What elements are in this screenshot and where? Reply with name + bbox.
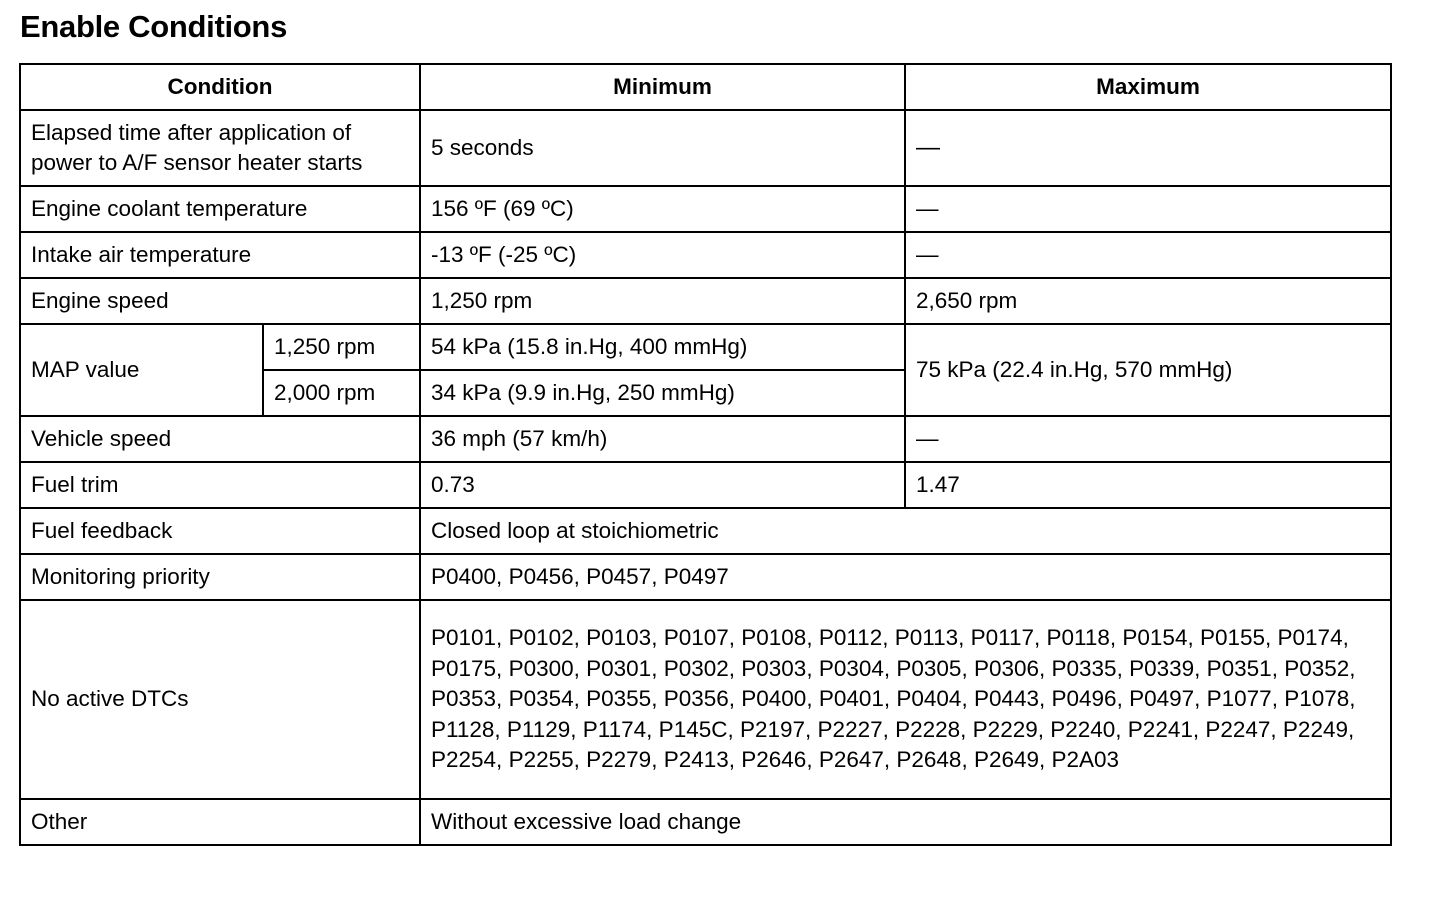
header-maximum: Maximum: [905, 64, 1391, 110]
cell-value: Closed loop at stoichiometric: [420, 508, 1391, 554]
cell-maximum: —: [905, 110, 1391, 186]
table-row-fuel-feedback: [20, 508, 1391, 554]
cell-value: Without excessive load change: [420, 799, 1391, 845]
cell-maximum: —: [905, 186, 1391, 232]
cell-maximum: 1.47: [905, 462, 1391, 508]
cell-minimum: 34 kPa (9.9 in.Hg, 250 mmHg): [420, 370, 905, 416]
table-row-fuel-trim: [20, 462, 1391, 508]
table-row-map-value-1: [20, 324, 1391, 370]
table-row-engine-speed: [20, 278, 1391, 324]
cell-sub-condition: 2,000 rpm: [263, 370, 420, 416]
cell-dtc-list: P0101, P0102, P0103, P0107, P0108, P0112, P0113, P0117, P0118, P0154, P0155, P0174, P0175, P0300, P0301, P0302, P0303, P0304, P0305, P0306, P0335, P0339, P0351, P0352, P0353, P0354, P0355, P0356, P0400, P0401, P0404, P0443, P0496, P0497, P1077, P1078, P1128, P1129, P1174, P145C, P2197, P2227, P2228, P2229, P2240, P2241, P2247, P2249, P2254, P2255, P2279, P2413, P2646, P2647, P2648, P2649, P2A03: [420, 600, 1391, 799]
enable-conditions-table: [19, 63, 1392, 846]
cell-maximum: 2,650 rpm: [905, 278, 1391, 324]
cell-condition: Elapsed time after application of power to A/F sensor heater starts: [20, 110, 420, 186]
cell-minimum: 156 ºF (69 ºC): [420, 186, 905, 232]
header-condition: Condition: [20, 64, 420, 110]
cell-condition: Intake air temperature: [20, 232, 420, 278]
page-title: Enable Conditions: [20, 9, 288, 44]
cell-condition: Monitoring priority: [20, 554, 420, 600]
cell-condition: Engine coolant temperature: [20, 186, 420, 232]
cell-maximum: 75 kPa (22.4 in.Hg, 570 mmHg): [905, 324, 1391, 416]
cell-minimum: -13 ºF (-25 ºC): [420, 232, 905, 278]
header-row: [20, 64, 1391, 110]
header-minimum: Minimum: [420, 64, 905, 110]
table-row-intake-air-temp: [20, 232, 1391, 278]
cell-condition: Vehicle speed: [20, 416, 420, 462]
cell-condition: Engine speed: [20, 278, 420, 324]
cell-maximum: —: [905, 232, 1391, 278]
table-row-no-active-dtcs: [20, 600, 1391, 799]
cell-minimum: 1,250 rpm: [420, 278, 905, 324]
table-row-monitoring-priority: [20, 554, 1391, 600]
table-row-vehicle-speed: [20, 416, 1391, 462]
cell-condition: No active DTCs: [20, 600, 420, 799]
cell-condition: MAP value: [20, 324, 263, 416]
cell-minimum: 54 kPa (15.8 in.Hg, 400 mmHg): [420, 324, 905, 370]
table-row-elapsed-time: [20, 110, 1391, 186]
cell-minimum: 0.73: [420, 462, 905, 508]
cell-minimum: 36 mph (57 km/h): [420, 416, 905, 462]
cell-condition: Fuel trim: [20, 462, 420, 508]
cell-minimum: 5 seconds: [420, 110, 905, 186]
table-row-other: [20, 799, 1391, 845]
cell-maximum: —: [905, 416, 1391, 462]
cell-condition: Other: [20, 799, 420, 845]
table-row-coolant-temp: [20, 186, 1391, 232]
cell-condition: Fuel feedback: [20, 508, 420, 554]
cell-sub-condition: 1,250 rpm: [263, 324, 420, 370]
cell-value: P0400, P0456, P0457, P0497: [420, 554, 1391, 600]
